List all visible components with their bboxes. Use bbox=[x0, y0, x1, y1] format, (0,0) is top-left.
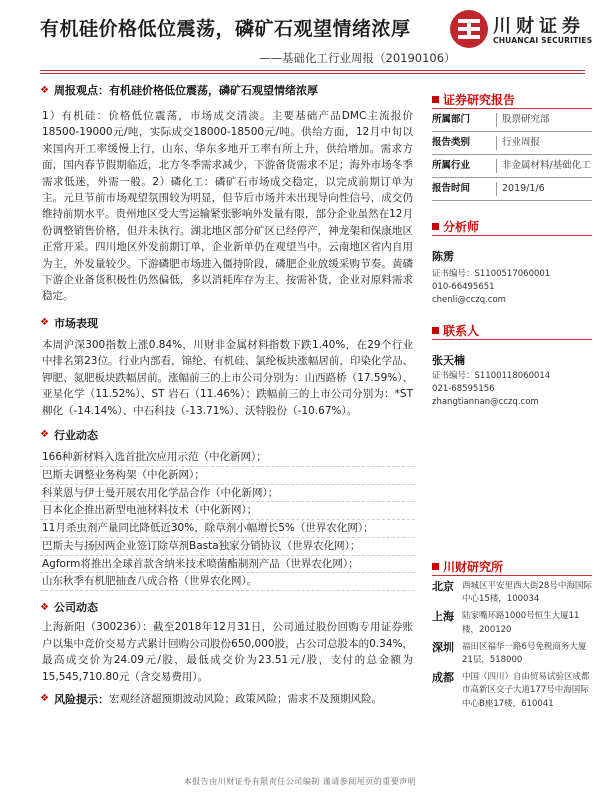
contact-name: 张天楠 bbox=[432, 354, 465, 367]
office-shanghai: 上海 陆家嘴环路1000号恒生大厦11楼，200120 bbox=[432, 610, 580, 635]
contact-phone: 021-68595156 bbox=[432, 384, 495, 394]
page-footer: 本报告由川财证券有限责任公司编制 谨请参阅尾页的重要声明 bbox=[183, 777, 417, 786]
bullet-icon: ❖ bbox=[40, 693, 49, 705]
company-body: 上海新阳（300236）：截至2018年12月31日，公司通过股份回购专用证券账户以集中竞价交易方式累计回购公司股份650,000股，占公司总股本的0.34%，最高成交价为24.09元/股，最低成交价为23.51元/股，支付的总金额为15,545,710.80元（含交易费用）。 bbox=[42, 621, 413, 683]
analyst-heading: 分析师 bbox=[432, 217, 592, 236]
office-shenzhen: 深圳 福田区福华一路6号免税商务大厦21层，518000 bbox=[432, 640, 587, 666]
news-section-heading: ❖ 行业动态 bbox=[40, 428, 98, 442]
company-logo bbox=[449, 9, 593, 51]
report-title: 有机硅价格低位震荡，磷矿石观望情绪浓厚 bbox=[40, 18, 411, 40]
research-institute-heading: 川财研究所 bbox=[432, 557, 592, 576]
news-item: 11月杀虫剂产量同比降低近30%，除草剂小幅增长5%（世界农化网）； bbox=[40, 520, 415, 538]
analyst-phone: 010-66495651 bbox=[432, 282, 495, 292]
square-bullet-icon bbox=[432, 223, 439, 230]
analyst-cert: 证书编号：S1100517060001 bbox=[432, 269, 551, 279]
news-item: 巴斯夫与扬因两企业签订除草剂Basta独家分销协议（世界农化网）； bbox=[40, 538, 415, 556]
square-bullet-icon bbox=[432, 327, 439, 334]
market-body: 本周沪深300指数上涨0.84%，川财非金属材料指数下跌1.40%，在29个行业中排名第23位。行业内部看，锦纶、有机硅、氯纶板块涨幅居前，印染化学品、钾肥、氮肥板块跌幅居前。涨幅前三的上市公司分别为：山西路桥（17.59%）、亚星化学（11.52%）、ST 岩石（11.46%）；跌幅前三的上市公司分别为：*ST 柳化（-14.14%）、中石科技（-13.71%）、沃特股份（-10.67%）。 bbox=[42, 338, 413, 417]
report-info-table bbox=[432, 109, 592, 201]
info-row-department: 所属部门 股票研究部 bbox=[432, 109, 592, 132]
risk-body: 宏观经济超预期波动风险；政策风险；需求不及预期风险。 bbox=[109, 693, 382, 706]
viewpoint-body: 1）有机硅：价格低位震荡，市场成交清淡。主要基础产品DMC主流报价18500-19000元/吨，实际成交18000-18500元/吨。供给方面，12月中旬以来国内开工率缓慢上行，山东、华东多地开工率有所上升，供给增加。需求方面，国内春节假期临近，北方冬季需求减少，下游备货需求不足；海外市场冬季需求低迷，外需一般。2）磷化工：磷矿石市场成交稳定，以完成前期订单为主。元旦节前市场观望氛围较为明显，但节后市场并未出现导向性信号，成交仍维持前期水平。贵州地区受大雪运输紧张影响外发量有限，部分企业虽然在12月份调整销售价格，但并未执行。湖北地区部分矿区已经停产，神龙架和保康地区正常开采。四川地区外发前期订单，企业新单仍在观望当中。云南地区省内自用为主，外发量较少。下游磷肥市场进入僵持阶段，磷肥企业放缓采购节奏。黄磷下游企业备货积极性仍然偏低，多以消耗库存为主，按需补货，企业对原料需求稳定。 bbox=[42, 110, 413, 303]
news-item: 166种新材料入选首批次应用示范（中化新网）； bbox=[40, 449, 415, 467]
bullet-icon: ❖ bbox=[40, 84, 49, 96]
report-info-heading: 证券研究报告 bbox=[432, 90, 592, 109]
contact-email[interactable]: zhangtiannan@cczq.com bbox=[432, 397, 539, 407]
viewpoint-section-heading: ❖ 周报观点：有机硅价格低位震荡，磷矿石观望情绪浓厚 bbox=[40, 84, 318, 97]
contact-cert: 证书编号：S1100118060014 bbox=[432, 371, 551, 381]
news-item: Agform将推出全球首款含纳米技术喷菌酯制剂产品（世界农化网）； bbox=[40, 556, 415, 574]
info-row-industry: 所属行业 非金属材料/基础化工 bbox=[432, 155, 592, 178]
news-item: 日本化企推出新型电池材料技术（中化新网）； bbox=[40, 502, 415, 520]
news-list bbox=[40, 449, 415, 591]
square-bullet-icon bbox=[432, 563, 439, 570]
square-bullet-icon bbox=[432, 96, 439, 103]
bullet-icon: ❖ bbox=[40, 601, 49, 613]
news-item: 山东秋季有机肥抽查八成合格（世界农化网）。 bbox=[40, 573, 415, 591]
office-beijing: 北京 西城区平安里西大街28号中海国际中心15楼，100034 bbox=[432, 580, 592, 605]
contact-heading: 联系人 bbox=[432, 321, 592, 340]
office-chengdu: 成都 中国（四川）自由贸易试验区成都市高新区交子大道177号中海国际中心B座17楼，610041 bbox=[432, 671, 590, 709]
bullet-icon: ❖ bbox=[40, 429, 49, 441]
info-row-date: 报告时间 2019/1/6 bbox=[432, 178, 592, 201]
header-divider bbox=[40, 70, 585, 71]
chuancai-logo-icon bbox=[449, 9, 489, 49]
logo-english-text: CHUANCAI SECURITIES bbox=[493, 36, 593, 45]
news-item: 巴斯夫调整业务构架（中化新网）； bbox=[40, 467, 415, 485]
market-section-heading: ❖ 市场表现 bbox=[40, 316, 98, 330]
info-row-category: 报告类别 行业周报 bbox=[432, 132, 592, 155]
bullet-icon: ❖ bbox=[40, 317, 49, 329]
news-item: 科莱恩与伊士曼开展农用化学品合作（中化新网）； bbox=[40, 485, 415, 503]
report-subtitle: ——基础化工行业周报（20190106） bbox=[259, 51, 456, 65]
main-column bbox=[40, 78, 415, 709]
company-section-heading: ❖ 公司动态 bbox=[40, 601, 98, 615]
analyst-email[interactable]: chenli@cczq.com bbox=[432, 295, 506, 305]
risk-section: ❖ 风险提示： 宏观经济超预期波动风险；政策风险；需求不及预期风险。 bbox=[40, 692, 382, 706]
sidebar bbox=[432, 90, 592, 711]
logo-chinese-text: 川财证券 bbox=[493, 16, 585, 37]
analyst-name: 陈雳 bbox=[432, 250, 454, 263]
header-divider-thin bbox=[40, 73, 585, 74]
